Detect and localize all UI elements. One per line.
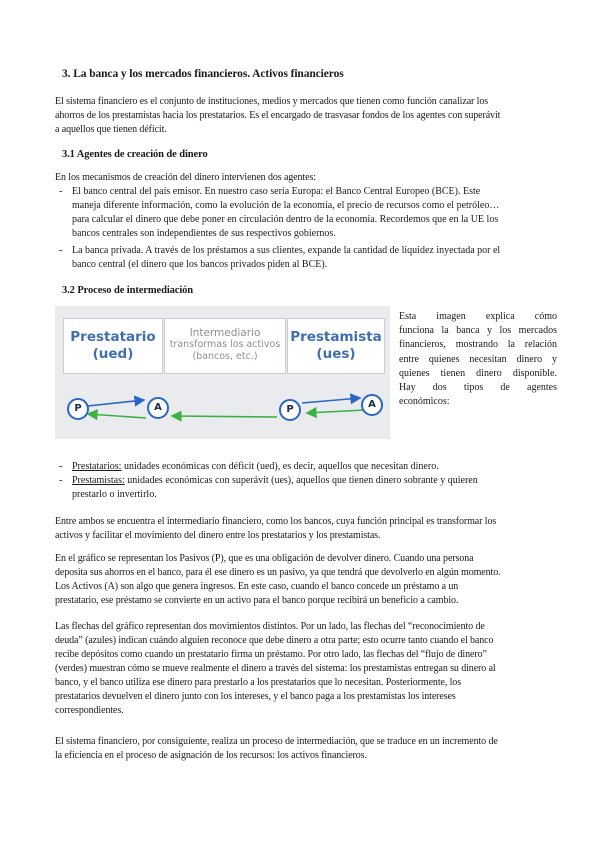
list-item [55, 185, 560, 241]
text-line: funciona la banca y los mercados [399, 325, 557, 337]
text-line: Entre ambos se encuentra el intermediario financiero, como los bancos, cuya función principal es transformar los [55, 516, 497, 527]
box-sublabel: (ued) [92, 346, 134, 362]
list-item [55, 474, 560, 502]
text-line: unidades económicas con superávit (ues), aquellos que tienen dinero sobrante y quieren [127, 475, 478, 486]
text-line: En los mecanismos de creación del dinero intervienen dos agentes: [55, 172, 316, 183]
text-line: deuda” (azules) indican cuándo alguien reconoce que debe dinero a otra parte; esto ocurre tanto cuando el banco [55, 635, 494, 646]
box-sublabel: transformas los activos [169, 339, 281, 350]
text-line: La banca privada. A través de los préstamos a sus clientes, expande la cantidad de liquidez inyectada por el [72, 245, 501, 256]
text-line: Esta imagen explica cómo [399, 311, 557, 322]
text-line: para calcular el dinero que debe poner en circulación dentro de la economía. Recordemos que en la UE los [72, 214, 499, 225]
intermediation-diagram [55, 306, 390, 439]
list-item [55, 460, 560, 474]
text-line: unidades económicas con déficit (ued), es decir, aquellos que necesitan dinero. [123, 461, 439, 472]
term-prestatarios: Prestatarios: [72, 461, 122, 472]
paragraph-intermediary [55, 515, 557, 543]
money-arrow-left [88, 414, 146, 418]
pasivo-node: P [67, 398, 89, 420]
bullet-dash: - [59, 245, 63, 256]
pasivo-node: P [279, 399, 301, 421]
money-arrow-far-right [307, 410, 365, 413]
box-sublabel: (bancos, etc.) [192, 351, 258, 362]
text-line: banco, y el banco utiliza ese dinero para prestarlo a los prestatarios que lo necesitan. Posteriormente, los [55, 677, 462, 688]
text-line: correspondientes. [55, 705, 124, 716]
text-line: El sistema financiero es el conjunto de instituciones, medios y mercados que tienen como función canalizar los [55, 96, 489, 107]
bullet-dash: - [59, 475, 63, 486]
text-line: financieros, mostrando la relación [399, 339, 557, 351]
text-line: entre quienes necesitan dinero y [399, 353, 557, 365]
paragraph-conclusion [55, 735, 557, 763]
diagram-caption [399, 310, 557, 409]
paragraph-pasivos-activos [55, 552, 557, 608]
debt-arrow-right [302, 398, 360, 403]
text-line: económicos: [399, 396, 450, 408]
bullet-dash: - [59, 461, 63, 472]
text-line: banco central (el dinero que los bancos privados piden al BCE). [72, 259, 328, 270]
section-heading: 3. La banca y los mercados financieros. Activos financieros [62, 68, 344, 80]
box-label: Prestamista [290, 329, 382, 345]
economic-agents-list [55, 460, 560, 502]
section31-lead [55, 171, 557, 185]
box-sublabel: (ues) [316, 346, 356, 362]
text-line: prestatario, ese préstamo se convierte en un activo para el banco porque recibirá un beneficio a cambio. [55, 595, 459, 606]
bullet-dash: - [59, 186, 63, 197]
text-line: activos y facilitar el movimiento del dinero entre los prestatarios y los prestamistas. [55, 530, 381, 541]
list-item [55, 244, 560, 272]
subsection-title-3-2: 3.2 Proceso de intermediación [62, 285, 194, 296]
creation-agents-list [55, 185, 560, 272]
text-line: la eficiencia en el proceso de asignación de los recursos: los activos financieros. [55, 750, 367, 761]
text-line: Las flechas del gráfico representan dos movimientos distintos. Por un lado, las flechas del “reconocimiento de [55, 621, 485, 632]
text-line: ahorros de los prestamistas hacia los prestatarios. Es el encargado de trasvasar fondos de los agentes con superávit [55, 110, 501, 121]
subsection-title-3-1: 3.1 Agentes de creación de dinero [62, 149, 208, 160]
text-line: deposita sus ahorros en el banco, para él ese dinero es un pasivo, ya que tendrá que devolverlo en algún momento. [55, 567, 501, 578]
text-line: recibe depósitos como cuando un prestatario firma un préstamo. Por otro lado, las flechas del “flujo de dinero” [55, 649, 487, 660]
money-arrow-right [172, 416, 277, 417]
activo-node: A [361, 394, 383, 416]
debt-arrow-left [88, 400, 144, 406]
box-label: Prestatario [70, 329, 156, 345]
intro-paragraph [55, 95, 557, 137]
text-line: El banco central del país emisor. En nuestro caso sería Europa: el Banco Central Europeo (BCE). Este [72, 186, 481, 197]
text-line: Hay dos tipos de agentes [399, 382, 557, 394]
text-line: prestatarios devuelven el dinero junto con los intereses, y el banco paga a los prestamistas los intereses [55, 691, 456, 702]
text-line: maneja diferente información, como la evolución de la economía, el precio de recursos como el petróleo… [72, 200, 500, 211]
text-line: quienes tienen dinero disponible. [399, 367, 557, 379]
term-prestamistas: Prestamistas: [72, 475, 125, 486]
text-line: (verdes) muestran cómo se mueve realmente el dinero a través del sistema: los prestamistas entregan su dinero al [55, 663, 496, 674]
text-line: prestarlo o invertirlo. [72, 489, 157, 500]
flow-arrows [55, 306, 390, 439]
text-line: En el gráfico se representan los Pasivos (P), que es una obligación de devolver dinero. Cuando una persona [55, 553, 474, 564]
paragraph-arrows [55, 620, 557, 718]
text-line: El sistema financiero, por consiguiente, realiza un proceso de intermediación, que se traduce en un incremento de [55, 736, 498, 747]
text-line: bancos centrales son independientes de sus respectivos gobiernos. [72, 228, 336, 239]
text-line: a aquellos que tienen déficit. [55, 124, 167, 135]
text-line: Los Activos (A) son algo que genera ingresos. En este caso, cuando el banco concede un préstamo a un [55, 581, 459, 592]
activo-node: A [147, 397, 169, 419]
box-label: Intermediario [189, 327, 261, 339]
